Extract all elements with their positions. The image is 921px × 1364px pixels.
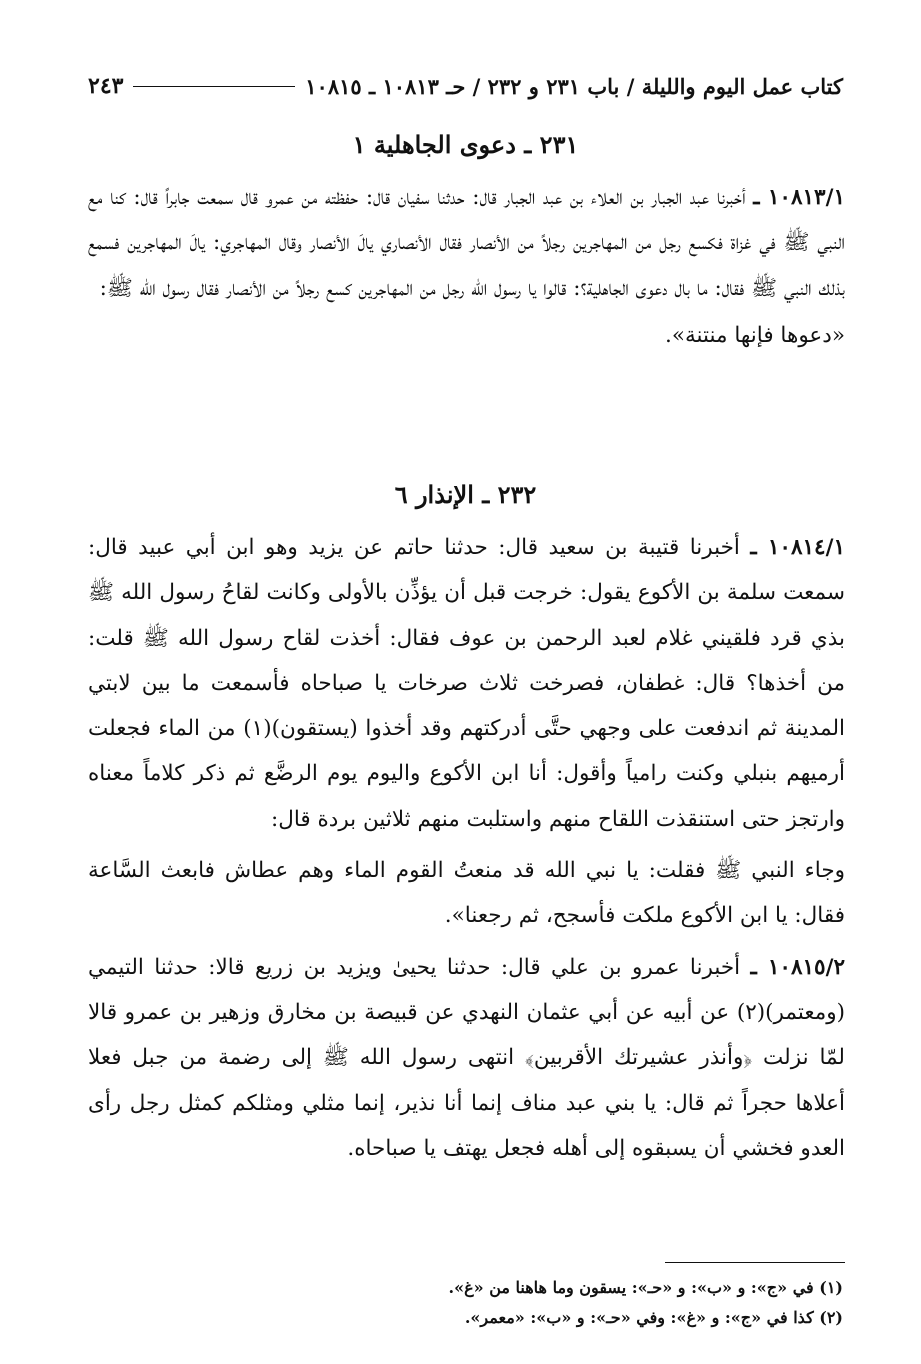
chapter-heading-232: ٢٣٢ ـ الإنذار ٦ [394, 480, 537, 509]
hadith-10814-continuation: وجاء النبي ﷺ فقلت: يا نبي الله قد منعتُ القوم الماء وهم عطاش فابعث السَّاعة فقال: يا ابن الأكوع ملكت فأسجح، ثم رجعنا». [88, 858, 845, 929]
hadith-text: أخبرنا عمرو بن علي قال: حدثنا يحيىٰ ويزيد بن زريع قالا: حدثنا التيمي (ومعتمر)(٢) عن أبيه عن أبي عثمان النهدي عن قبيصة بن مخارق وزهير بن عمرو قالا لمّا نزلت ﴿وأنذر عشيرتك الأقربين﴾ انتهى رسول الله ﷺ إلى رضمة من جبل فعلا أعلاها حجراً ثم قال: يا بني عبد مناف إنما أنا نذير، إنما مثلي ومثلكم كمثل رجل رأى العدو فخشي أن يسبقوه إلى أهله فجعل يهتف يا صباحاه. [88, 954, 845, 1161]
chapter-heading-231: ٢٣١ ـ دعوى الجاهلية ١ [352, 130, 579, 159]
hadith-10815 [88, 945, 845, 1171]
footnote-1: (١) في «ج»: و «ب»: و «حـ»: يسقون وما هاهنا من «غ». [448, 1278, 843, 1297]
chapter-231-body [88, 175, 845, 358]
hadith-number: ١٠٨١٣/١ ـ [753, 185, 845, 210]
hadith-quote: «دعوها فإنها منتنة». [665, 322, 845, 348]
header-title: كتاب عمل اليوم والليلة / باب ٢٣١ و ٢٣٢ / حـ ١٠٨١٣ ـ ١٠٨١٥ [305, 73, 843, 99]
page-number: ٢٤٣ [88, 73, 124, 99]
hadith-number: ١٠٨١٥/٢ ـ [750, 954, 845, 980]
chapter-232-body [88, 525, 845, 1171]
hadith-text: أخبرنا قتيبة بن سعيد قال: حدثنا حاتم عن يزيد وهو ابن أبي عبيد قال: سمعت سلمة بن الأكوع يقول: خرجت قبل أن يؤذِّن بالأولى وكانت لقاحُ رسول الله ﷺ بذي قرد فلقيني غلام لعبد الرحمن بن عوف فقال: أخذت لقاح رسول الله ﷺ قلت: من أخذها؟ قال: غطفان، فصرخت ثلاث صرخات يا صباحاه فأسمعت ما بين لابتي المدينة ثم اندفعت على وجهي حتَّى أدركتهم وقد أخذوا (يستقون)(١) من الماء فجعلت أرميهم بنبلي وكنت رامياً وأقول: أنا ابن الأكوع واليوم يوم الرضَّع ثم ذكر كلاماً معناه وارتجز حتى استنقذت اللقاح منهم واستلبت منهم ثلاثين بردة قال: [88, 535, 846, 832]
hadith-10813 [88, 175, 845, 311]
running-header [88, 66, 843, 106]
hadith-10814 [88, 525, 845, 842]
footnote-rule [665, 1262, 845, 1263]
hadith-text: أخبرنا عبد الجبار بن العلاء بن عبد الجبار قال: حدثنا سفيان قال: حفظته من عمرو قال سمعت جابراً قال: كنا مع النبي ﷺ في غزاة فكسع رجل من المهاجرين رجلاً من الأنصار فقال الأنصاري يالَ الأنصار وقال المهاجري: يالَ المهاجرين فسمع بذلك النبي ﷺ فقال: ما بال دعوى الجاهلية؟: قالوا يا رسول الله رجل من المهاجرين كسع رجلاً من الأنصار فقال رسول الله ﷺ: [88, 185, 845, 301]
hadith-number: ١٠٨١٤/١ ـ [750, 535, 845, 560]
footnote-2: (٢) كذا في «ج»: و «غ»: وفي «حـ»: و «ب»: «معمر». [464, 1308, 843, 1327]
header-rule [133, 86, 295, 87]
